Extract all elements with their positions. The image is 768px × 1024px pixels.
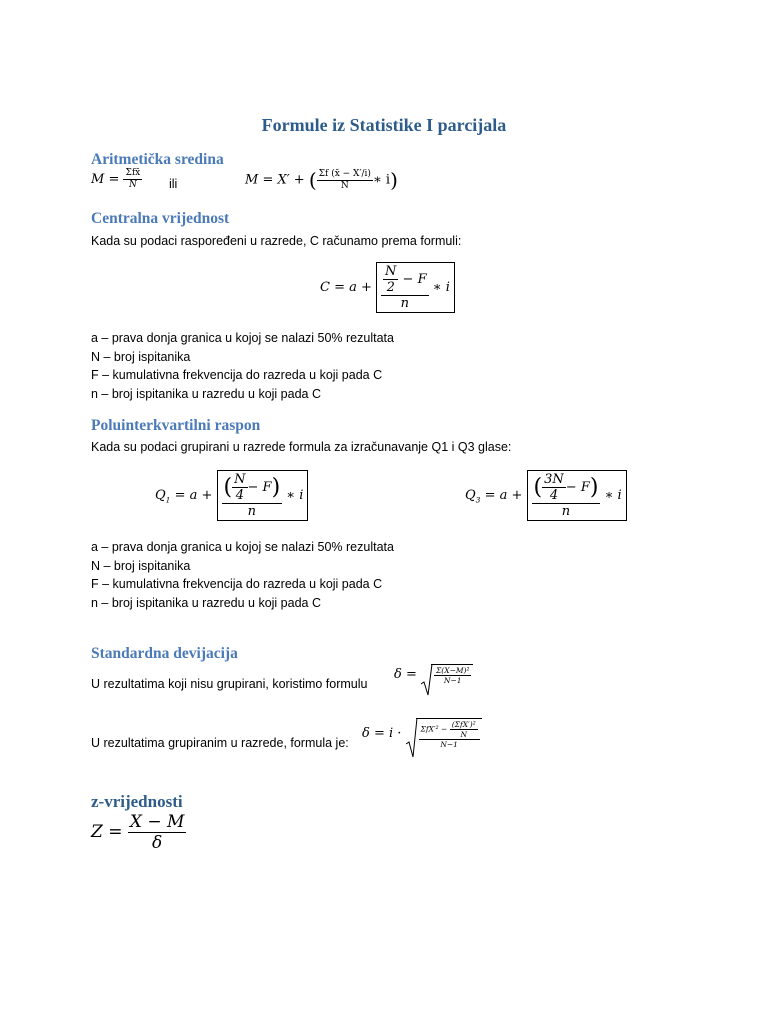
formula-median-inner-denominator: 2 — [383, 279, 398, 295]
paren-open: ( — [223, 475, 233, 500]
formula-q3-eq: = a + — [484, 488, 523, 503]
formula-q1-symbol: Q — [155, 488, 166, 503]
formula-sd-ungrouped — [394, 664, 473, 685]
formula-mean2-denominator: N — [317, 180, 373, 192]
formula-median-inner-numerator: N — [385, 264, 397, 279]
formula-sd2-denominator: N−1 — [419, 739, 480, 749]
formula-mean-denominator: N — [123, 179, 142, 191]
formula-z-denominator: δ — [128, 832, 187, 853]
formula-median-inner-fraction — [383, 264, 398, 295]
formula-q3-outer-numerator — [532, 472, 601, 503]
heading-centralna-vrijednost: Centralna vrijednost — [91, 210, 230, 227]
formula-mean-simple — [91, 168, 142, 191]
definition-item: F – kumulativna frekvencija do razreda u koji pada C — [91, 577, 383, 592]
heading-poluinterkvartilni-raspon: Poluinterkvartilni raspon — [91, 417, 261, 434]
definition-item: n – broj ispitanika u razredu u koji pada C — [91, 595, 321, 610]
formula-z-score — [91, 812, 186, 853]
formula-sd1-denominator: N−1 — [434, 675, 471, 685]
formula-median-minus-f: − F — [402, 272, 427, 287]
formula-sd1-sqrt — [421, 664, 473, 685]
formula-median-outer-numerator — [381, 264, 429, 295]
formula-q1-inner-fraction — [232, 472, 247, 503]
centralna-definitions — [91, 329, 394, 403]
definition-item: N – broj ispitanika — [91, 558, 191, 573]
formula-mean2-lhs: M = X′ + — [245, 172, 305, 188]
formula-q3-outer-denominator: n — [532, 503, 601, 519]
sqrt-icon — [406, 718, 418, 758]
formula-q1-minus-f: − F — [247, 480, 272, 495]
formula-mean-lhs: M = — [91, 172, 120, 187]
formula-q1-outer-numerator — [222, 472, 283, 503]
paren-close: ) — [271, 475, 281, 500]
formula-sd-grouped — [362, 718, 482, 749]
formula-sd1-lhs: δ = — [394, 667, 417, 682]
formula-z-numerator: X − M — [129, 812, 185, 832]
formula-median-tail: ∗ i — [432, 280, 450, 295]
formula-q1-tail: ∗ i — [286, 488, 304, 503]
heading-aritmeticka-sredina: Aritmetička sredina — [91, 151, 224, 168]
sd-line-grouped: U rezultatima grupiranim u razrede, formula je: — [91, 736, 349, 750]
formula-q1-inner-numerator: N — [234, 472, 246, 487]
formula-q1-outer-denominator: n — [222, 503, 283, 519]
formula-median-lhs: C = a + — [320, 280, 372, 295]
formula-sd2-lhs: δ = i · — [362, 726, 402, 741]
formula-mean-coded — [245, 168, 398, 192]
sd-line-ungrouped: U rezultatima koji nisu grupirani, koristimo formulu — [91, 677, 368, 691]
formula-mean-fraction — [123, 168, 142, 191]
formula-q3-inner-numerator: 3N — [544, 472, 564, 487]
formula-q3-inner-fraction — [542, 472, 566, 503]
formula-q3-subscript: 3 — [475, 495, 481, 505]
definition-item: n – broj ispitanika u razredu u koji pada C — [91, 386, 321, 401]
formula-q3-minus-f: − F — [565, 480, 590, 495]
formula-mean2-tail: ∗ i — [372, 172, 391, 188]
formula-sd2-sub-denominator: N — [450, 729, 478, 739]
formula-median — [320, 262, 455, 313]
formula-q3-inner-denominator: 4 — [542, 487, 566, 503]
formula-z-fraction — [128, 812, 187, 853]
formula-sd1-fraction — [434, 666, 471, 685]
or-word: ili — [169, 177, 178, 191]
formula-q1-subscript: 1 — [165, 495, 171, 505]
sqrt-icon — [421, 664, 433, 696]
heading-standardna-devijacija: Standardna devijacija — [91, 645, 238, 662]
formula-q1-eq: = a + — [174, 488, 213, 503]
formula-sd2-numerator — [419, 720, 480, 739]
formula-median-bracket — [376, 262, 455, 313]
formula-q3-tail: ∗ i — [604, 488, 622, 503]
formula-q3-symbol: Q — [465, 488, 476, 503]
definition-item: a – prava donja granica u kojoj se nalazi 50% rezultata — [91, 331, 394, 345]
formula-q3-outer-fraction — [532, 472, 601, 519]
formula-q1-bracket — [217, 470, 309, 521]
formula-mean-numerator: Σfx̄ — [125, 168, 141, 178]
formula-sd2-sqrt — [406, 718, 482, 749]
formula-sd2-sub-numerator: (ΣfX′)² — [451, 720, 476, 729]
formula-mean2-numerator: Σf (x̄ − X′/i) — [318, 168, 371, 179]
formula-sd2-radicand — [416, 718, 482, 749]
formula-sd2-term: ΣfX′² − — [420, 724, 448, 734]
formula-q3 — [465, 470, 627, 521]
formula-q3-bracket — [527, 470, 627, 521]
definition-item: F – kumulativna frekvencija do razreda u koji pada C — [91, 368, 383, 383]
formula-sd2-sub-fraction — [450, 720, 478, 739]
poluinter-definitions — [91, 538, 394, 612]
definition-item: a – prava donja granica u kojoj se nalazi 50% rezultata — [91, 540, 394, 554]
formula-sd1-numerator: Σ(X−M)² — [436, 666, 470, 675]
formula-q1-inner-denominator: 4 — [232, 487, 247, 503]
definition-item: N – broj ispitanika — [91, 349, 191, 364]
formula-q1 — [155, 470, 308, 521]
formula-median-outer-fraction — [381, 264, 429, 311]
centralna-intro: Kada su podaci raspoređeni u razrede, C računamo prema formuli: — [91, 234, 462, 248]
formula-z-lhs: Z = — [91, 822, 123, 842]
formula-median-outer-denominator: n — [381, 295, 429, 311]
heading-z-vrijednosti: z-vrijednosti — [91, 792, 183, 811]
page-title: Formule iz Statistike I parcijala — [261, 115, 507, 135]
formula-sd1-radicand — [431, 664, 473, 685]
paren-open: ( — [533, 475, 543, 500]
formula-sd2-fraction — [419, 720, 480, 749]
paren-open: ( — [308, 168, 317, 192]
formula-q1-outer-fraction — [222, 472, 283, 519]
paren-close: ) — [390, 168, 398, 192]
formula-mean2-fraction — [317, 169, 373, 192]
paren-close: ) — [589, 475, 599, 500]
poluinter-intro: Kada su podaci grupirani u razrede formula za izračunavanje Q1 i Q3 glase: — [91, 440, 512, 454]
